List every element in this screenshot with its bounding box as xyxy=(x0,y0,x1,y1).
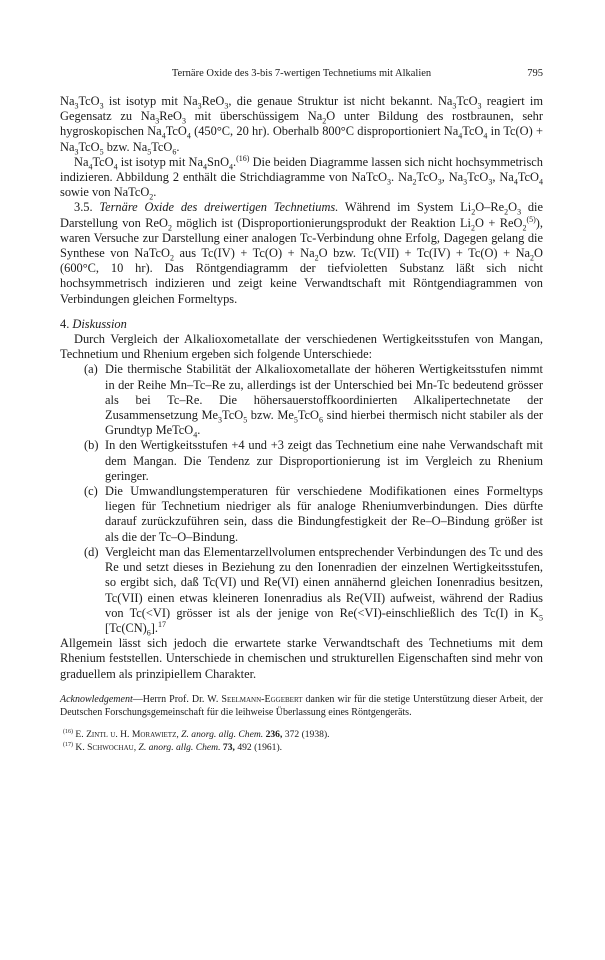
reference-number: (17) xyxy=(63,741,73,748)
reference-volume: 236, xyxy=(265,728,283,740)
reference-volume: 73, xyxy=(222,741,235,753)
reference-pages: 372 (1938). xyxy=(284,728,330,740)
paragraph-conclusion: Allgemein lässt sich jedoch die erwartete starke Verwandtschaft des Technetiums mit dem Rhenium feststellen. Unterschiede in chemischen und strukturellen Eigenschaften sind mehr von graduellem als prinzipiellem Charakter. xyxy=(60,636,543,681)
reference-16 xyxy=(60,728,543,741)
references xyxy=(60,728,543,754)
reference-authors: K. Schwochau, xyxy=(75,741,137,753)
list-item-b: (b) In den Wertigkeitsstufen +4 und +3 zeigt das Technetium eine nahe Verwandschaft mit dem Mangan. Die Tendenz zur Disproportionierung ist im Vergleich zu Rhenium geringer. xyxy=(84,438,543,483)
reference-journal: Z. anorg. allg. Chem. xyxy=(181,728,264,740)
section-heading xyxy=(60,317,543,332)
section-number: 4. xyxy=(60,316,70,331)
section-title: Diskussion xyxy=(72,316,127,331)
list-item-c: (c) Die Umwandlungstemperaturen für verschiedene Modifikationen eines Formeltyps liegen für Technetium niedriger als für analoge Rheniumverbindungen. Dies dürfte darauf zurückzuführen sein, dass die Bindungfestigkeit der Re–O–Bindung größer ist als die der Tc–O–Bindung. xyxy=(84,484,543,544)
list-item-a: (a) Die thermische Stabilität der Alkalioxometallate der höheren Wertigkeitsstufen nimmt in der Reihe Mn–Tc–Re zu, allerdings ist der Unterschied bei Mn-Tc bedeutend grösser als bei Tc–Re. Die höhersauerstoffkoordinierten Alkalipertechnetate der Zusammensetzung $Me_3TcO_5$ bzw. $Me_5TcO_6$ sind hierbei thermisch nicht stabiler als der Grundtyp MeTcO$_4$. xyxy=(84,362,543,440)
ack-label: Acknowledgement xyxy=(60,693,133,705)
page xyxy=(60,68,543,754)
running-title: Ternäre Oxide des 3-bis 7-wertigen Technetiums mit Alkalien xyxy=(171,68,432,79)
paragraph-discussion-intro: Durch Vergleich der Alkalioxometallate der verschiedenen Wertigkeitsstufen von Mangan, Technetium und Rhenium ergeben sich folgende Unterschiede: xyxy=(60,332,543,362)
acknowledgement: Acknowledgement—Herrn Prof. Dr. W. Seelmann-Eggebert danken wir für die stetige Unterstützung dieser Arbeit, der Deutschen Forschungsgemeinschaft für die leihweise Überlassung eines Röntgengeräts. xyxy=(60,693,544,719)
reference-authors: E. Zintl u. H. Morawietz, xyxy=(75,728,179,740)
reference-journal: Z. anorg. allg. Chem. xyxy=(138,741,221,753)
paragraph-na4tco4: $Na_4TcO_4$ ist isotyp mit $Na_4SnO_4.^{(16)}$ Die beiden Diagramme lassen sich nicht hochsymmetrisch indizieren. Abbildung 2 enthält die Strichdiagramme von NaTcO$_3$. $Na_2TcO_3$, $Na_3TcO_3$, $Na_4TcO_4$ sowie von NaTcO$_2$. xyxy=(60,153,543,202)
paragraph-na3tco3: $Na_3TcO_3$ ist isotyp mit $Na_3ReO_3$, die genaue Struktur ist nicht bekannt. $Na_3TcO_3$ reagiert im Gegensatz zu $Na_3ReO_3$ mit überschüssigem $Na_2O$ unter Bildung des rostbraunen, sehr hygroskopischen $Na_4TcO_4$ (450°C, 20 hr). Oberhalb 800°C disproportioniert $Na_4TcO_4$ in $Tc(O) + Na_3TcO_5$ bzw. $Na_5TcO_6$. xyxy=(60,94,544,157)
reference-number: (16) xyxy=(63,728,73,735)
running-header xyxy=(60,68,543,86)
reference-pages: 492 (1961). xyxy=(237,741,283,753)
reference-17 xyxy=(60,741,543,754)
paragraph-section-3-5: 3.5. Ternäre Oxide des dreiwertigen Technetiums. Während im System $Li_2O-Re_2O_3$ die Darstellung von ReO$_2$ möglich ist (Disproportionierungsprodukt der Reaktion $Li_2O + ReO_2^{(5)}$), waren Versuche zur Darstellung einer analogen Tc-Verbindung ohne Erfolg, Dagegen gelang die Synthese von NaTcO$_2$ aus $Tc(IV) + Tc(O) + Na_2O$ bzw. $Tc(VII) + Tc(IV) + Tc(O) + Na_2O$ (600°C, 10 hr). Das Röntgendiagramm der tiefvioletten Substanz läßt sich nicht hochsymmetrisch indizieren und zeigt keine Verwandtschaft mit Röntgendiagrammen von Verbindungen gleichen Formeltyps. xyxy=(60,200,544,306)
page-number: 795 xyxy=(527,68,543,79)
ack-dash: — xyxy=(132,693,143,705)
list-item-d: (d) Vergleicht man das Elementarzellvolumen entsprechender Verbindungen des Tc und des Re und setzt dieses in Beziehung zu den Ionenradien der einzelnen Wertigkeitsstufen, so ergibt sich, daß Tc(VI) und Re(VI) einen annähernd gleichen Ionenradius besitzen, Tc(VII) einen etwas kleineren Ionenradius als Re(VII) aufweist, während der Radius von Tc(<VI) grösser ist als der jenige von Re(<VI)-einschließlich des Tc(I) in $K_5$ $[Tc(CN)_6].^{17}$ xyxy=(84,544,543,638)
